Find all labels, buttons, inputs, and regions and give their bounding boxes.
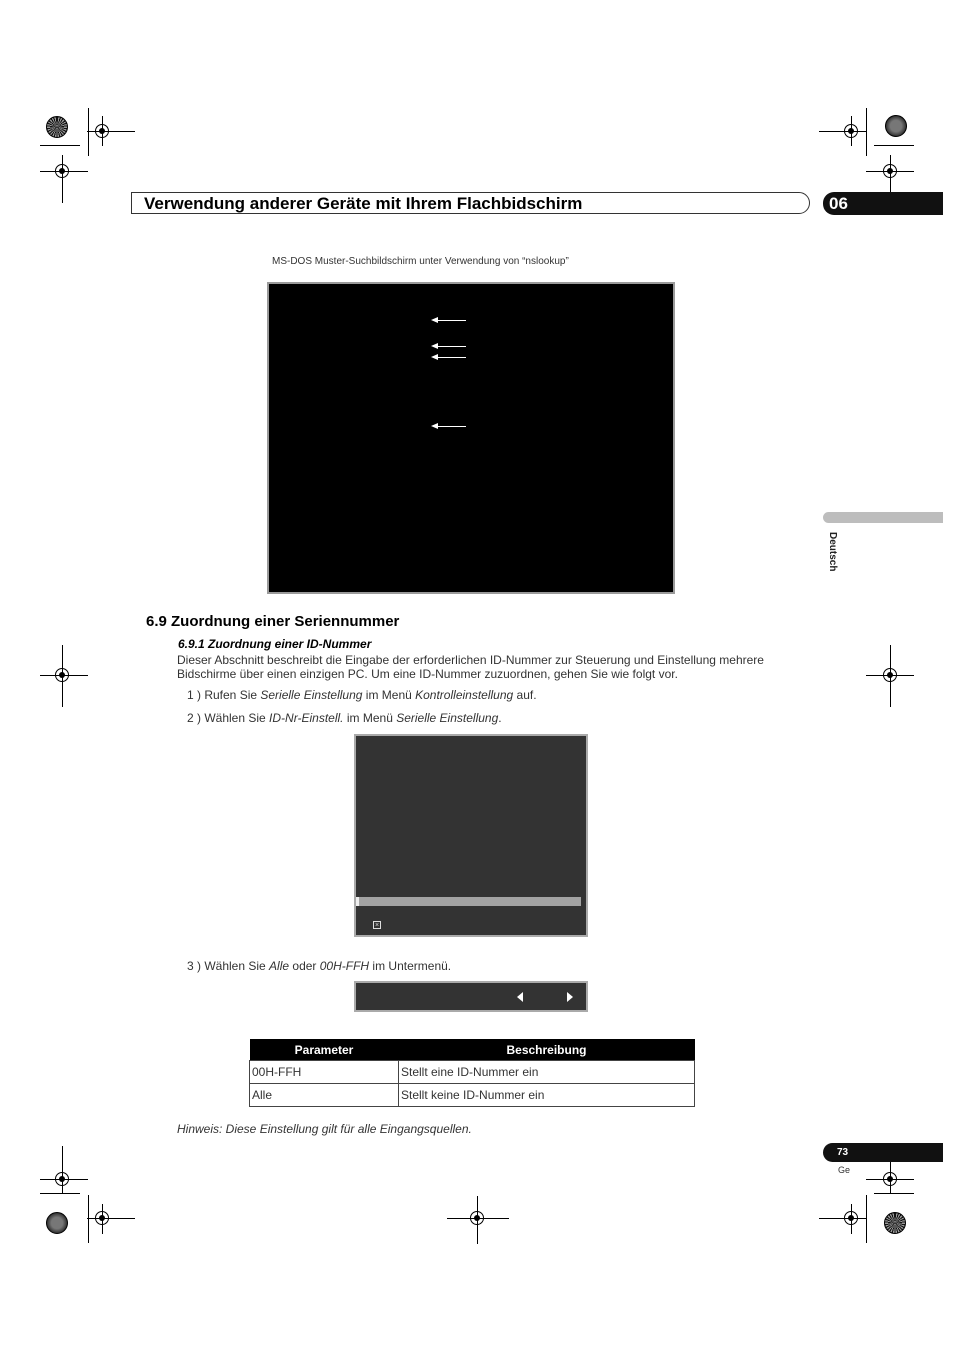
step-3: 3 ) Wählen Sie Alle oder 00H-FFH im Untermenü. <box>187 959 452 973</box>
step-2: 2 ) Wählen Sie ID-Nr-Einstell. im Menü Serielle Einstellung. <box>187 711 502 725</box>
chapter-number-tab: 06 <box>823 192 943 215</box>
arrow-left-icon <box>436 426 466 427</box>
intro-paragraph: Dieser Abschnitt beschreibt die Eingabe der erforderlichen ID-Nummer zur Steuerung und Einstellung mehrere Bidschirme über einen einzigen PC. Um eine ID-Nummer zuzuordnen, gehen Sie wie folgt vor. <box>177 653 764 681</box>
table-row <box>250 1084 695 1107</box>
step-1: 1 ) Rufen Sie Serielle Einstellung im Menü Kontrolleinstellung auf. <box>187 688 537 702</box>
arrow-left-icon <box>436 357 466 358</box>
arrow-right-icon <box>567 992 573 1002</box>
column-header: Parameter <box>250 1039 399 1061</box>
arrow-left-icon <box>436 346 466 347</box>
figure-caption: MS-DOS Muster-Suchbildschirm unter Verwendung von “nslookup” <box>272 256 569 267</box>
parameter-table <box>249 1039 695 1107</box>
column-header: Beschreibung <box>399 1039 695 1061</box>
msdos-screenshot <box>267 282 675 594</box>
table-row <box>250 1061 695 1084</box>
page-language-code: Ge <box>838 1165 851 1175</box>
arrow-left-icon <box>517 992 523 1002</box>
arrow-left-icon <box>436 320 466 321</box>
serial-settings-menu-screenshot <box>354 734 588 937</box>
table-cell: Stellt keine ID-Nummer ein <box>399 1084 695 1107</box>
section-title: 6.9 Zuordnung einer Seriennummer <box>146 613 400 630</box>
table-cell: Stellt eine ID-Nummer ein <box>399 1061 695 1084</box>
menu-highlight-bar <box>356 897 581 906</box>
chapter-title: Verwendung anderer Geräte mit Ihrem Flachbidschirm <box>144 194 583 213</box>
language-tab <box>823 512 943 523</box>
note-text: Hinweis: Diese Einstellung gilt für alle Eingangsquellen. <box>177 1122 472 1136</box>
chapter-header <box>131 192 810 214</box>
registration-disc-icon <box>46 1212 68 1234</box>
table-header-row <box>250 1039 695 1061</box>
table-cell: Alle <box>250 1084 399 1107</box>
language-label: Deutsch <box>827 532 838 572</box>
exit-icon: × <box>374 922 380 929</box>
table-cell: 00H-FFH <box>250 1061 399 1084</box>
id-submenu-screenshot <box>354 981 588 1012</box>
registration-disc-icon <box>885 115 907 137</box>
subsection-title: 6.9.1 Zuordnung einer ID-Nummer <box>178 637 372 651</box>
registration-disc-icon <box>46 116 68 138</box>
page-number-tab: 73 <box>823 1143 943 1162</box>
registration-disc-icon <box>884 1212 906 1234</box>
